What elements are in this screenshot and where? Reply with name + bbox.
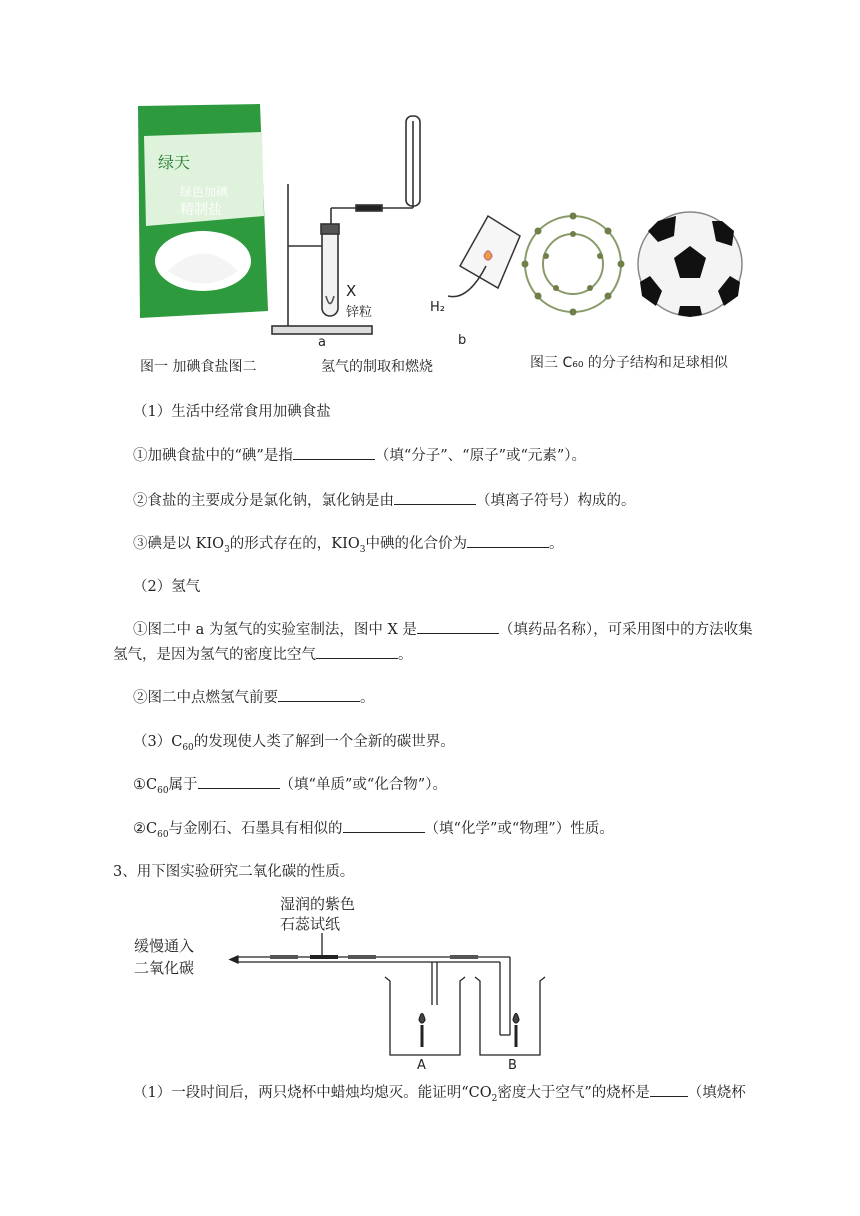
section1-question2: ②食盐的主要成分是氯化钠，氯化钠是由 （填离子符号）构成的。 bbox=[133, 489, 833, 513]
problem3-question1: （1）一段时间后，两只烧杯中蜡烛均熄灭。能证明“$CO_2$密度大于空气”的烧杯是 （填烧杯 bbox=[133, 1081, 833, 1111]
section1-question3: ③碘是以 $KIO_3$的形式存在的，$KIO_3$中碘的化合价为 。 bbox=[133, 532, 833, 562]
caption-figure-two: 氢气的制取和燃烧 bbox=[321, 359, 433, 375]
caption-figure-one: 图一 加碘食盐图二 bbox=[140, 359, 257, 375]
label-co2-line1: 缓慢通入 bbox=[134, 937, 195, 955]
hydrogen-combustion-apparatus bbox=[448, 216, 520, 297]
iodized-salt-bag bbox=[138, 104, 268, 318]
gas-tube bbox=[230, 933, 510, 1035]
section3-question1: $①C_{60}$属于 （填“单质”或“化合物”）。 bbox=[133, 773, 833, 803]
label-litmus-line2: 石蕊试纸 bbox=[280, 915, 341, 933]
answer-blank[interactable] bbox=[417, 619, 499, 634]
co2-experiment-diagram bbox=[130, 895, 560, 1070]
label-zinc: 锌粒 bbox=[346, 305, 373, 320]
section2-question1: ①图二中 a 为氢气的实验室制法，图中 X 是 （填药品名称），可采用图中的方法收集 bbox=[133, 618, 833, 642]
figure-one-illustrations bbox=[128, 96, 768, 386]
section2-heading: （2）氢气 bbox=[133, 579, 201, 595]
label-a: a bbox=[318, 335, 326, 350]
label-x: X bbox=[346, 282, 357, 300]
label-h2: H₂ bbox=[430, 300, 445, 315]
section1-question1: ①加碘食盐中的“碘”是指 （填“分子”、“原子”或“元素”）。 bbox=[133, 444, 833, 468]
answer-blank[interactable] bbox=[394, 490, 476, 505]
problem3-title: 3、用下图实验研究二氧化碳的性质。 bbox=[113, 864, 355, 880]
label-litmus-line1: 湿润的紫色 bbox=[280, 895, 356, 913]
hydrogen-generator-apparatus bbox=[272, 116, 420, 334]
section3-heading: $(3)C_{60}$的发现使人类了解到一个全新的碳世界。 bbox=[133, 734, 455, 753]
bag-line2: 精制盐 bbox=[180, 202, 222, 218]
label-co2-line2: 二氧化碳 bbox=[134, 959, 195, 977]
beaker-a bbox=[385, 977, 465, 1055]
section2-question1-cont: 氢气，是因为氢气的密度比空气 。 bbox=[113, 643, 813, 667]
soccer-ball-image bbox=[638, 212, 742, 317]
answer-blank[interactable] bbox=[316, 644, 398, 659]
c60-molecule-model bbox=[522, 213, 625, 316]
answer-blank[interactable] bbox=[467, 533, 549, 548]
answer-blank[interactable] bbox=[278, 687, 360, 702]
answer-blank[interactable] bbox=[198, 774, 280, 789]
section3-question2: $②C_{60}$与金刚石、石墨具有相似的 （填“化学”或“物理”）性质。 bbox=[133, 817, 833, 847]
label-beaker-a: A bbox=[417, 1058, 426, 1070]
label-beaker-b: B bbox=[508, 1058, 517, 1070]
caption-figure-three: 图三 C₆₀ 的分子结构和足球相似 bbox=[530, 355, 728, 371]
bag-brand: 绿天 bbox=[158, 153, 191, 172]
section2-question2: ②图二中点燃氢气前要 。 bbox=[133, 686, 833, 710]
bag-line1: 绿色加碘 bbox=[180, 185, 229, 199]
label-b: b bbox=[458, 333, 467, 348]
section1-heading: （1）生活中经常食用加碘食盐 bbox=[133, 404, 331, 420]
answer-blank[interactable] bbox=[650, 1082, 688, 1097]
answer-blank[interactable] bbox=[293, 445, 375, 460]
answer-blank[interactable] bbox=[343, 818, 425, 833]
